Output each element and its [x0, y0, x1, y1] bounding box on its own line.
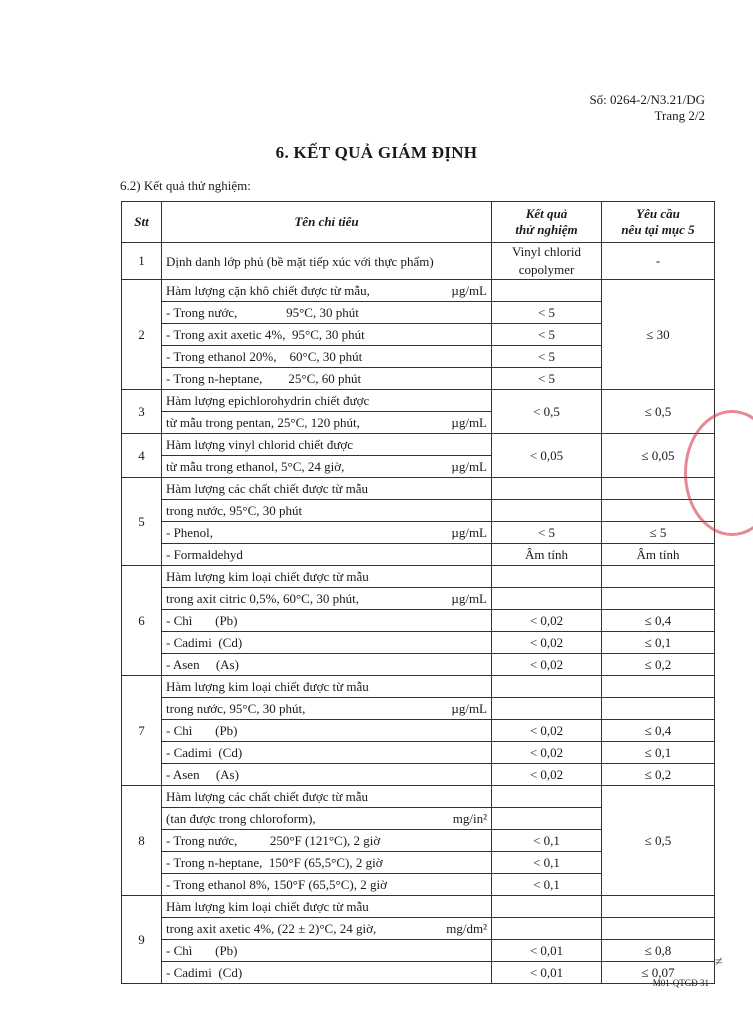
- indicator-cell: [162, 610, 492, 632]
- indicator-cell: [162, 324, 492, 346]
- indicator-text: trong nước, 95°C, 30 phút,: [166, 701, 306, 716]
- requirement-cell: ≤ 0,5: [602, 390, 715, 434]
- result-cell: [492, 478, 602, 500]
- page-number: Trang 2/2: [654, 108, 705, 123]
- row-stt: 9: [122, 896, 162, 984]
- indicator-text: - Asen (As): [166, 657, 239, 672]
- indicator-text: Hàm lượng kim loại chiết được từ mẫu: [166, 679, 369, 694]
- indicator-cell: [162, 962, 492, 984]
- indicator-text: trong axit axetic 4%, (22 ± 2)°C, 24 giờ,: [166, 921, 377, 936]
- requirement-cell: ≤ 0,2: [602, 764, 715, 786]
- row-stt: 7: [122, 676, 162, 786]
- indicator-cell: [162, 698, 492, 720]
- indicator-cell: [162, 280, 492, 302]
- section-title: 6. KẾT QUẢ GIÁM ĐỊNH: [275, 143, 478, 162]
- indicator-text: Dịnh danh lớp phủ (bề mặt tiếp xúc với thực phẩm): [166, 253, 434, 269]
- table-row: [122, 566, 715, 588]
- indicator-text: - Trong ethanol 8%, 150°F (65,5°C), 2 giờ: [166, 877, 387, 892]
- table-row: [122, 243, 715, 280]
- requirement-cell: [602, 588, 715, 610]
- indicator-text: - Chì (Pb): [166, 613, 238, 628]
- requirement-cell: ≤ 0,4: [602, 720, 715, 742]
- requirement-cell: [602, 676, 715, 698]
- form-code: M01-QTGĐ 31: [652, 978, 709, 988]
- indicator-text: - Chì (Pb): [166, 943, 238, 958]
- result-cell: [492, 918, 602, 940]
- result-cell: < 0,02: [492, 632, 602, 654]
- table-header-row: [122, 202, 715, 243]
- indicator-text: Hàm lượng các chất chiết được từ mẫu: [166, 481, 369, 496]
- indicator-text: (tan được trong chloroform),: [166, 811, 316, 826]
- requirement-cell: [602, 918, 715, 940]
- indicator-cell: [162, 500, 492, 522]
- result-cell: Vinyl chlorid copolymer: [492, 243, 602, 280]
- indicator-text: từ mẫu trong ethanol, 5°C, 24 giờ,: [166, 459, 345, 474]
- requirement-cell: ≤ 5: [602, 522, 715, 544]
- indicator-text: Hàm lượng kim loại chiết được từ mẫu: [166, 899, 369, 914]
- indicator-text: - Trong axit axetic 4%, 95°C, 30 phút: [166, 327, 365, 342]
- requirement-cell: ≤ 0,5: [602, 786, 715, 896]
- table-row: [122, 786, 715, 808]
- requirement-cell: ≤ 0,05: [602, 434, 715, 478]
- unit-label: µg/mL: [451, 283, 487, 298]
- result-cell: [492, 698, 602, 720]
- indicator-text: từ mẫu trong pentan, 25°C, 120 phút,: [166, 415, 360, 430]
- requirement-cell: [602, 698, 715, 720]
- result-cell: < 0,1: [492, 830, 602, 852]
- result-cell: < 0,1: [492, 874, 602, 896]
- result-cell: [492, 786, 602, 808]
- indicator-cell: [162, 940, 492, 962]
- unit-label: µg/mL: [451, 415, 487, 430]
- table-row: [122, 896, 715, 918]
- table-row: [122, 610, 715, 632]
- requirement-cell: ≤ 0,2: [602, 654, 715, 676]
- indicator-cell: [162, 786, 492, 808]
- results-table: [121, 201, 715, 984]
- requirement-cell: ≤ 0,4: [602, 610, 715, 632]
- result-cell: < 0,02: [492, 654, 602, 676]
- row-stt: 4: [122, 434, 162, 478]
- handwritten-mark: ≠: [715, 955, 723, 970]
- requirement-cell: ≤ 0,8: [602, 940, 715, 962]
- table-row: [122, 940, 715, 962]
- unit-label: µg/mL: [451, 525, 487, 540]
- result-cell: < 5: [492, 522, 602, 544]
- table-row: [122, 280, 715, 302]
- indicator-text: - Cadimi (Cd): [166, 635, 243, 650]
- indicator-text: Hàm lượng kim loại chiết được từ mẫu: [166, 569, 369, 584]
- result-cell: < 5: [492, 324, 602, 346]
- indicator-cell: [162, 764, 492, 786]
- result-cell: Âm tính: [492, 544, 602, 566]
- indicator-cell: [162, 243, 492, 280]
- result-cell: < 0,5: [492, 390, 602, 434]
- result-cell: < 0,02: [492, 720, 602, 742]
- unit-label: mg/in²: [452, 811, 487, 826]
- row-stt: 3: [122, 390, 162, 434]
- indicator-cell: [162, 302, 492, 324]
- indicator-cell: [162, 588, 492, 610]
- indicator-text: - Formaldehyd: [166, 547, 243, 562]
- table-row: [122, 764, 715, 786]
- indicator-text: - Trong n-heptane, 25°C, 60 phút: [166, 371, 362, 386]
- indicator-text: trong axit citric 0,5%, 60°C, 30 phút,: [166, 591, 359, 606]
- row-stt: 6: [122, 566, 162, 676]
- requirement-cell: ≤ 0,07: [602, 962, 715, 984]
- indicator-cell: [162, 720, 492, 742]
- result-cell: [492, 280, 602, 302]
- requirement-cell: [602, 566, 715, 588]
- indicator-cell: [162, 434, 492, 456]
- col-header-indicator: Tên chỉ tiêu: [162, 202, 492, 243]
- requirement-cell: [602, 896, 715, 918]
- indicator-cell: [162, 544, 492, 566]
- requirement-cell: Âm tính: [602, 544, 715, 566]
- document-header: [589, 92, 705, 124]
- indicator-cell: [162, 874, 492, 896]
- requirement-cell: ≤ 0,1: [602, 632, 715, 654]
- table-row: [122, 632, 715, 654]
- indicator-text: - Trong nước, 95°C, 30 phút: [166, 305, 359, 320]
- table-row: [122, 434, 715, 456]
- indicator-text: - Trong n-heptane, 150°F (65,5°C), 2 giờ: [166, 855, 383, 870]
- table-row: [122, 918, 715, 940]
- requirement-cell: ≤ 0,1: [602, 742, 715, 764]
- result-cell: < 5: [492, 368, 602, 390]
- result-cell: [492, 676, 602, 698]
- result-cell: [492, 896, 602, 918]
- result-cell: < 0,02: [492, 764, 602, 786]
- indicator-cell: [162, 676, 492, 698]
- indicator-text: - Cadimi (Cd): [166, 745, 243, 760]
- indicator-cell: [162, 742, 492, 764]
- indicator-cell: [162, 566, 492, 588]
- result-cell: < 0,02: [492, 610, 602, 632]
- indicator-text: - Trong ethanol 20%, 60°C, 30 phút: [166, 349, 363, 364]
- row-stt: 1: [122, 243, 162, 280]
- col-header-requirement: Yêu cầu nêu tại mục 5: [602, 202, 715, 243]
- unit-label: mg/dm²: [446, 921, 487, 936]
- table-row: [122, 588, 715, 610]
- indicator-cell: [162, 412, 492, 434]
- result-cell: < 5: [492, 346, 602, 368]
- indicator-text: - Trong nước, 250°F (121°C), 2 giờ: [166, 833, 381, 848]
- requirement-cell: -: [602, 243, 715, 280]
- indicator-cell: [162, 390, 492, 412]
- result-cell: < 0,05: [492, 434, 602, 478]
- result-cell: < 0,01: [492, 962, 602, 984]
- col-header-stt: Stt: [122, 202, 162, 243]
- indicator-cell: [162, 632, 492, 654]
- indicator-text: - Cadimi (Cd): [166, 965, 243, 980]
- unit-label: µg/mL: [451, 459, 487, 474]
- result-cell: < 5: [492, 302, 602, 324]
- result-cell: < 0,1: [492, 852, 602, 874]
- row-stt: 8: [122, 786, 162, 896]
- result-cell: [492, 808, 602, 830]
- indicator-cell: [162, 808, 492, 830]
- result-cell: [492, 588, 602, 610]
- indicator-text: Hàm lượng vinyl chlorid chiết được: [166, 437, 354, 452]
- unit-label: µg/mL: [451, 591, 487, 606]
- indicator-text: - Phenol,: [166, 525, 213, 540]
- indicator-text: trong nước, 95°C, 30 phút: [166, 503, 303, 518]
- table-row: [122, 676, 715, 698]
- row-stt: 2: [122, 280, 162, 390]
- unit-label: µg/mL: [451, 701, 487, 716]
- table-row: [122, 522, 715, 544]
- indicator-cell: [162, 368, 492, 390]
- table-row: [122, 478, 715, 500]
- table-row: [122, 720, 715, 742]
- indicator-text: Hàm lượng các chất chiết được từ mẫu: [166, 789, 369, 804]
- table-row: [122, 654, 715, 676]
- indicator-cell: [162, 456, 492, 478]
- indicator-text: - Chì (Pb): [166, 723, 238, 738]
- table-row: [122, 544, 715, 566]
- subsection-intro: 6.2) Kết quả thử nghiệm:: [120, 178, 251, 193]
- result-cell: [492, 566, 602, 588]
- table-row: [122, 742, 715, 764]
- indicator-cell: [162, 522, 492, 544]
- document-number: Số: 0264-2/N3.21/DG: [589, 92, 705, 107]
- col-header-result: Kết quả thử nghiệm: [492, 202, 602, 243]
- indicator-cell: [162, 478, 492, 500]
- indicator-cell: [162, 654, 492, 676]
- table-body: [122, 243, 715, 984]
- table-row: [122, 390, 715, 412]
- indicator-text: Hàm lượng cặn khô chiết được từ mẫu,: [166, 283, 370, 298]
- table-row: [122, 962, 715, 984]
- indicator-cell: [162, 918, 492, 940]
- indicator-cell: [162, 346, 492, 368]
- row-stt: 5: [122, 478, 162, 566]
- indicator-text: - Asen (As): [166, 767, 239, 782]
- table-row: [122, 500, 715, 522]
- result-cell: [492, 500, 602, 522]
- indicator-cell: [162, 830, 492, 852]
- requirement-cell: ≤ 30: [602, 280, 715, 390]
- indicator-cell: [162, 852, 492, 874]
- indicator-cell: [162, 896, 492, 918]
- indicator-text: Hàm lượng epichlorohydrin chiết được: [166, 393, 370, 408]
- result-cell: < 0,01: [492, 940, 602, 962]
- result-cell: < 0,02: [492, 742, 602, 764]
- table-row: [122, 698, 715, 720]
